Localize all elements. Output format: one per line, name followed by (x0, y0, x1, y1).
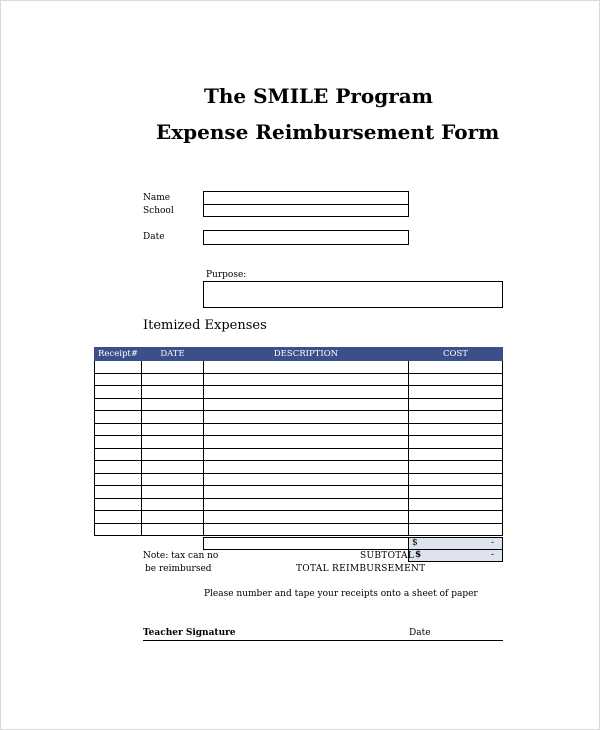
form-subtitle: Expense Reimbursement Form (156, 120, 500, 144)
cost-cell[interactable] (409, 411, 503, 424)
total-reimbursement-label: TOTAL REIMBURSEMENT (296, 564, 426, 574)
purpose-field[interactable] (203, 281, 503, 308)
receipt-cell[interactable] (95, 373, 142, 386)
cost-cell[interactable] (409, 386, 503, 399)
description-cell[interactable] (204, 461, 409, 474)
total-value: - (490, 550, 494, 560)
date-cell[interactable] (142, 373, 204, 386)
signature-date-label: Date (409, 628, 431, 638)
date-cell[interactable] (142, 473, 204, 486)
table-row (95, 423, 503, 436)
name-field[interactable] (203, 191, 409, 205)
column-header-receipt: Receipt# (95, 348, 142, 361)
cost-cell[interactable] (409, 423, 503, 436)
receipt-cell[interactable] (95, 486, 142, 499)
cost-cell[interactable] (409, 398, 503, 411)
description-cell[interactable] (204, 498, 409, 511)
itemized-expenses-title: Itemized Expenses (143, 318, 267, 333)
receipt-cell[interactable] (95, 411, 142, 424)
table-row (95, 373, 503, 386)
receipt-cell[interactable] (95, 461, 142, 474)
description-cell[interactable] (204, 436, 409, 449)
cost-cell[interactable] (409, 436, 503, 449)
receipt-cell[interactable] (95, 423, 142, 436)
receipt-cell[interactable] (95, 511, 142, 524)
cost-cell[interactable] (409, 498, 503, 511)
date-cell[interactable] (142, 398, 204, 411)
date-cell[interactable] (142, 523, 204, 536)
description-cell[interactable] (204, 448, 409, 461)
description-cell[interactable] (204, 486, 409, 499)
expenses-table (94, 347, 503, 536)
school-field[interactable] (203, 204, 409, 217)
date-cell[interactable] (142, 448, 204, 461)
description-cell[interactable] (204, 386, 409, 399)
table-row (95, 473, 503, 486)
receipt-cell[interactable] (95, 436, 142, 449)
description-cell[interactable] (204, 511, 409, 524)
date-cell[interactable] (142, 423, 204, 436)
cost-cell[interactable] (409, 511, 503, 524)
description-cell[interactable] (204, 523, 409, 536)
name-label: Name (143, 193, 171, 203)
tax-note-line1: Note: tax can no (143, 551, 219, 561)
description-cell[interactable] (204, 423, 409, 436)
school-label: School (143, 206, 174, 216)
column-header-cost: COST (409, 348, 503, 361)
date-cell[interactable] (142, 511, 204, 524)
table-row (95, 398, 503, 411)
table-row (95, 498, 503, 511)
date-cell[interactable] (142, 386, 204, 399)
receipt-cell[interactable] (95, 498, 142, 511)
expenses-header-row (95, 348, 503, 361)
date-cell[interactable] (142, 361, 204, 374)
cost-cell[interactable] (409, 361, 503, 374)
column-header-description: DESCRIPTION (204, 348, 409, 361)
date-cell[interactable] (142, 436, 204, 449)
description-cell[interactable] (204, 373, 409, 386)
purpose-label: Purpose: (206, 270, 247, 280)
cost-cell[interactable] (409, 486, 503, 499)
subtotal-description-cell[interactable] (203, 537, 409, 550)
table-row (95, 511, 503, 524)
value-placeholder-1: - (490, 538, 494, 548)
date-cell[interactable] (142, 461, 204, 474)
description-cell[interactable] (204, 361, 409, 374)
expenses-body (95, 361, 503, 536)
column-header-date: DATE (142, 348, 204, 361)
receipt-cell[interactable] (95, 448, 142, 461)
receipt-instructions: Please number and tape your receipts onto a sheet of paper (204, 589, 478, 599)
table-row (95, 448, 503, 461)
receipt-cell[interactable] (95, 361, 142, 374)
date-cell[interactable] (142, 498, 204, 511)
table-row (95, 361, 503, 374)
table-row (95, 461, 503, 474)
table-row (95, 386, 503, 399)
cost-cell[interactable] (409, 473, 503, 486)
currency-symbol-1: $ (412, 538, 418, 548)
signature-line[interactable] (143, 640, 503, 641)
table-row (95, 436, 503, 449)
table-row (95, 411, 503, 424)
form-title: The SMILE Program (204, 84, 433, 108)
description-cell[interactable] (204, 398, 409, 411)
date-cell[interactable] (142, 486, 204, 499)
tax-note-line2: be reimbursed (145, 564, 212, 574)
description-cell[interactable] (204, 411, 409, 424)
cost-cell[interactable] (409, 448, 503, 461)
receipt-cell[interactable] (95, 473, 142, 486)
date-field[interactable] (203, 230, 409, 245)
teacher-signature-label: Teacher Signature (143, 628, 236, 638)
subtotal-value-cell[interactable] (408, 549, 503, 562)
subtotal-label: SUBTOTAL (360, 551, 415, 561)
description-cell[interactable] (204, 473, 409, 486)
receipt-cell[interactable] (95, 523, 142, 536)
receipt-cell[interactable] (95, 386, 142, 399)
cost-cell[interactable] (409, 461, 503, 474)
table-row (95, 523, 503, 536)
receipt-cell[interactable] (95, 398, 142, 411)
date-label: Date (143, 232, 165, 242)
table-row (95, 486, 503, 499)
cost-cell[interactable] (409, 373, 503, 386)
cost-cell[interactable] (409, 523, 503, 536)
currency-symbol-2: $ (415, 550, 422, 560)
date-cell[interactable] (142, 411, 204, 424)
